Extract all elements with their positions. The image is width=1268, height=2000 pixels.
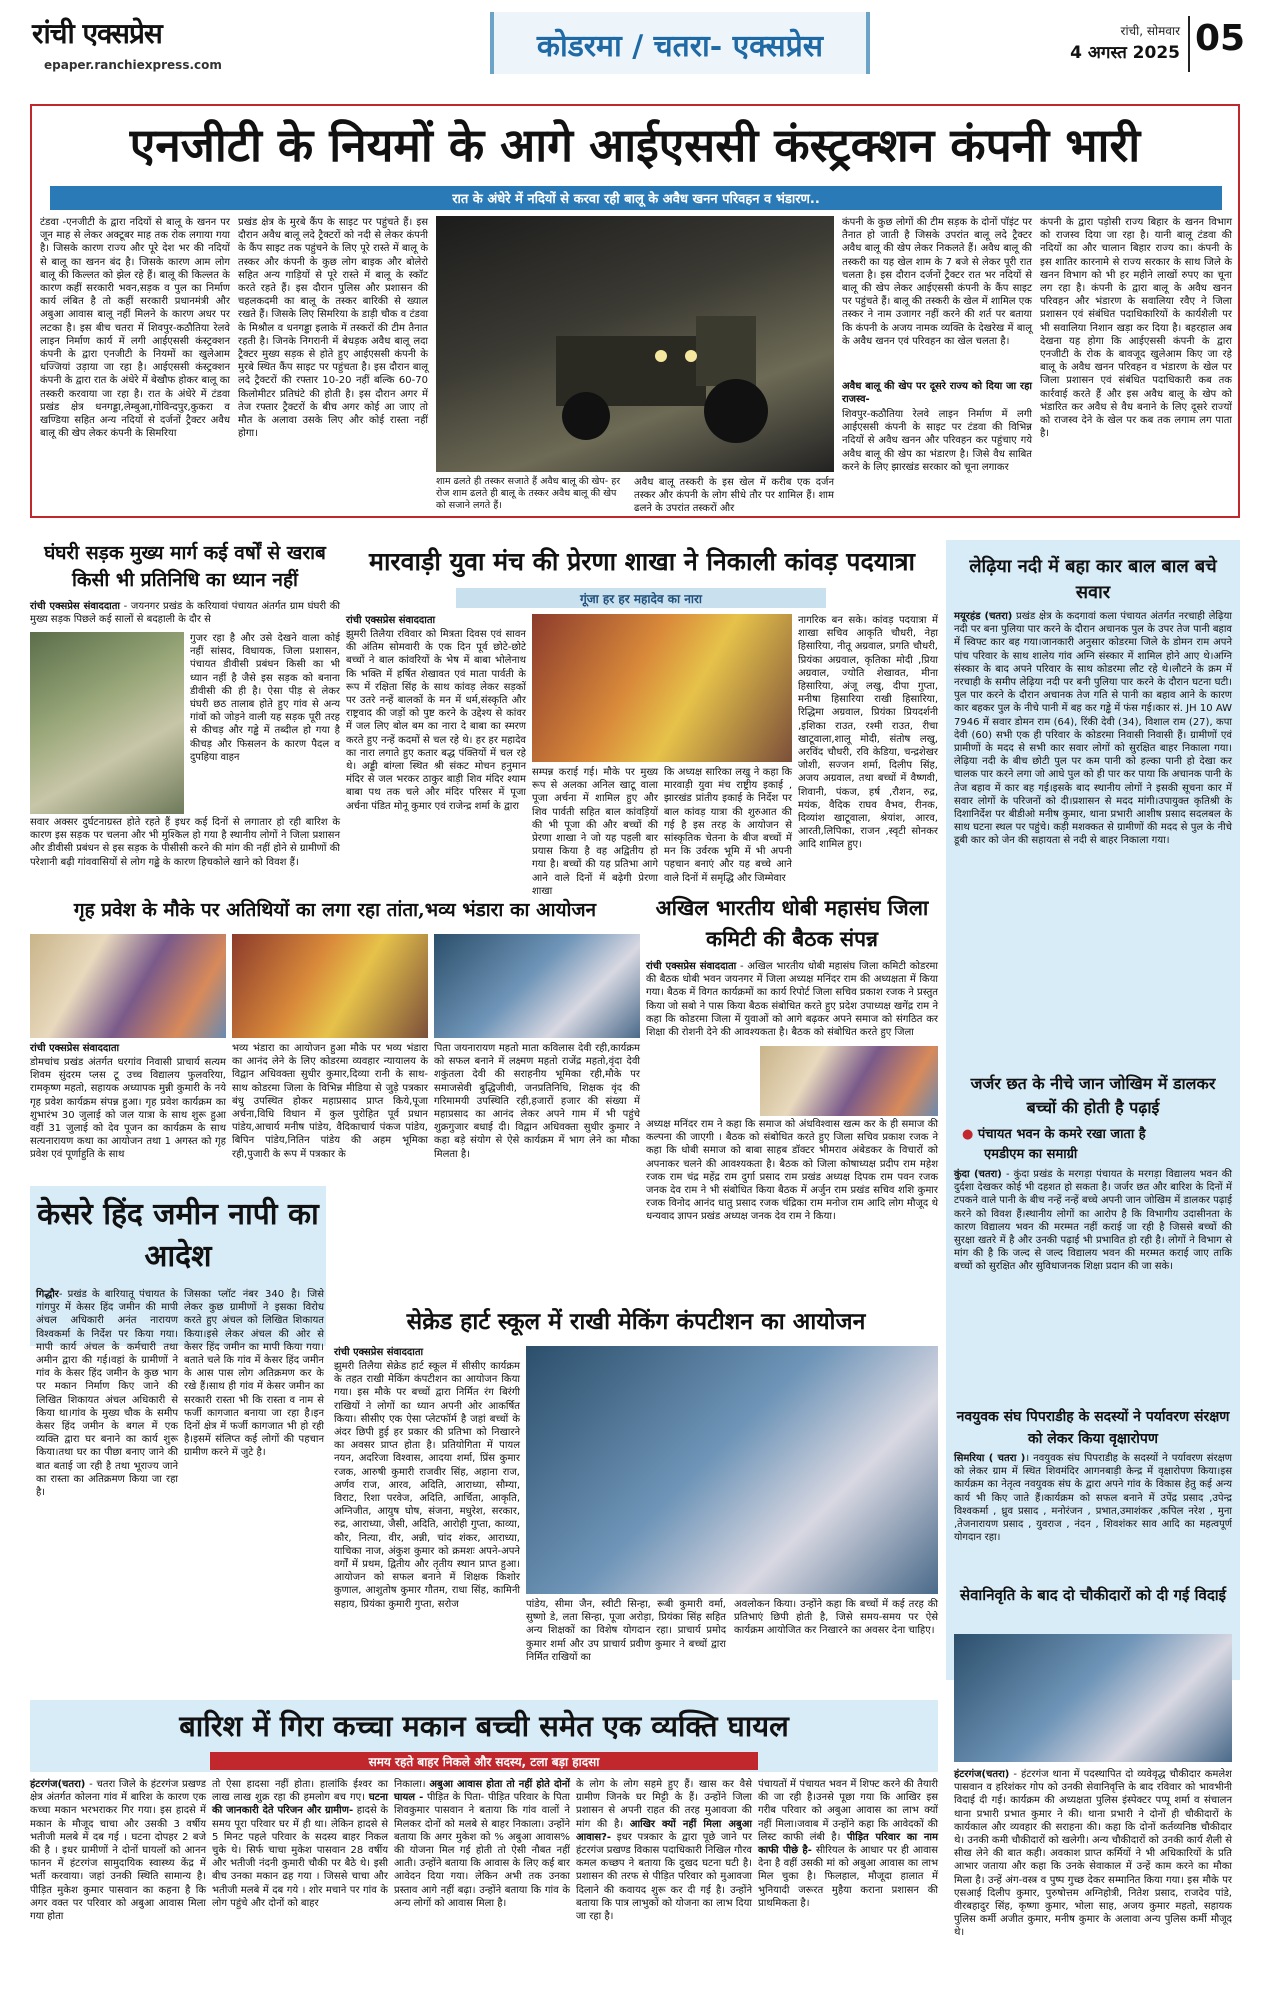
barish-col-5 bbox=[758, 1778, 938, 1990]
ledhiya-headline: लेढ़िया नदी में बहा कार बाल बाल बचे सवार bbox=[969, 556, 1217, 603]
grihapravesh-col-1: डोमचांच प्रखंड अंतर्गत धरगांव निवासी प्राचार्य सत्यम शिवम सुंदरम प्लस टू उच्च विद्यालय फुलवरिया, रामकृष्ण महतो, सहायक अध्यापक मुन्नी कुमारी के नये गृह प्रवेश कार्यक्रम संपन्न हुआ। गृह प्रवेश कार्यक्रम का शुभारंभ 30 जुलाई को जल यात्रा के साथ शुरू हुआ वहीं 31 जुलाई को देव पूजन का कार्यक्रम के साथ सत्यनारायण कथा का आयोजन तथा 1 अगस्त को गृह प्रवेश एवं पूर्णाहुति के साथ bbox=[30, 1057, 226, 1161]
dhobi-body-1: - अखिल भारतीय धोबी महासंघ जिला कमिटी कोडरमा की बैठक धोबी भवन जयनगर में जिला अध्यक्ष मनिंदर राम की अध्यक्षता में किया गया। बैठक में विगत कार्यक्रमों का कार्य रिपोर्ट जिला सचिव प्रकाश रजक ने प्रस्तुत किया जो सबो ने पास किया बैठक संबोधित करते हुए प्रदेश उपाध्यक्ष खगेंद्र राम ने कहा कि कोडरमा जिला में युवाओं को आगे बढ़कर अपने समाज को संगठित कर शिक्षा की रोशनी देने की आवश्यकता है। बैठक को संबोधित करते हुए जिला bbox=[646, 961, 938, 1039]
sevanivritti-photo bbox=[954, 1634, 1232, 1762]
kanwar-photo bbox=[532, 614, 792, 762]
ledhiya-dateline: मयूरहंड (चतरा) bbox=[954, 611, 1013, 622]
barish-body-3b: पीड़ित के पिता- पीड़ित परिवार के पिता शिवकुमार पासवान ने बताया कि गांव वालों ने मिलकर दोनों को मलबे से बाहर निकाला। उन्होंने बताया कि अगर मुकेश को % अबुआ आवास% की योजना मिल गई होती तो ऐसी नौबत नहीं आती। उन्होंने बताया कि आवास के लिए कई बार आवेदन दिया गया। लेकिन अभी तक उनका प्रस्ताव आगे नहीं बढ़ा। उन्होंने बताया कि गांव के अन्य लोगों को आवास मिला है। bbox=[394, 1792, 570, 1909]
kesar-dateline: गिद्धौर bbox=[36, 1289, 59, 1300]
grihapravesh-photo-1 bbox=[30, 934, 226, 1038]
barish-body-1: - चतरा जिले के हंटरगंज प्रखण्ड क्षेत्र अंतर्गत कोलना गांव में बारिश के कारण एक कच्चा मकान भरभराकर गिर गया। इस हादसे में मकान के मौजूद चाचा और उसकी 3 वर्षीय भतीजी मलबे में दब गई । घटना दोपहर 2 बजे की है । इधर ग्रामीणों ने दोनों घायलों को आनन फानन में हंटरगंज सामुदायिक स्वास्थ्य केंद्र में भर्ती करवाया। जहां उनकी स्थिति सामान्य है।पीड़ित मुकेश कुमार पासवान का कहना है कि अगर वक्त पर परिवार को अबुआ आवास मिला गया होता bbox=[30, 1779, 206, 1923]
barish-body-4: के लोग के लोग सहमे हुए हैं। खास कर वैसे ग्रामीण जिनके घर मिट्टी के हैं। उन्होंने जिला प्रशासन से अपनी राहत की तरह मुआवजा की मांग की है। bbox=[576, 1779, 752, 1830]
vriksha-text bbox=[954, 1452, 1232, 1578]
lead-col-1: टंडवा -एनजीटी के द्वारा नदियों से बालू के खनन पर जून माह से लेकर अक्टूबर माह तक रोक लगाया गया है। जिसके कारण राज्य और पूरे देश भर की नदियों से बालू का खनन बंद है। जिसके कारण आम लोग बालू की किल्लत को झेल रहे हैं। बालू की किल्लत के कारण कहीं सरकारी भवन,सड़क व पुल का निर्माण कार्य लंबित है तो कहीं सरकारी प्रधानमंत्री और अबुआ आवास बालू नहीं मिलने के कारण अधर पर लटका है। इस बीच चतरा में शिवपुर-कठौतिया रेलवे लाइन निर्माण कार्य में लगी आईएससी कंस्ट्रक्शन कंपनी के द्वारा एनजीटी के नियमों का खुलेआम धज्जियां उड़ाया जा रहा है। आईएससी कंस्ट्रक्शन कंपनी के द्वारा रात के अंधेरे में बेखौफ होकर बालू का तस्करी करवाया जा रहा है। रात के अंधेरे में टंडवा प्रखंड क्षेत्र धनगड्डा,लेम्बुआ,गोविन्दपुर,कुकरा व खण्डिया सहित अन्य नदियों से दर्जनों ट्रैक्टर अवैध बालू की खेप लेकर कंपनी के सिमरिया bbox=[40, 217, 230, 440]
grihapravesh-photo-2 bbox=[232, 934, 428, 1038]
kanwar-dateline: रांची एक्सप्रेस संवाददाता bbox=[346, 615, 436, 626]
barish-body-5: पंचायतों में पंचायत भवन में शिफ्ट करने की तैयारी की जा रही है।उनसे पूछा गया कि आखिर इस गरीब परिवार को अबुआ आवास का लाभ क्यों नहीं मिला।जवाब में उन्होंने कहा कि आवेदकों की लिस्ट काफी लंबी है। bbox=[758, 1779, 938, 1843]
barish-col-3-subhead: अबुआ आवास होता तो नहीं होते दोनों घायल - bbox=[394, 1779, 570, 1804]
dhobi-text-2: अध्यक्ष मनिंदर राम ने कहा कि समाज को अंधविश्वास खत्म कर के ही समाज की कल्पना की जाएगी । बैठक को संबोधित करते हुए जिला सचिव प्रकाश रजक ने कहा कि धोबी समाज को बाबा साहब डॉक्टर भीमराव अंबेडकर के विचारों को अपनाकर चलने की आवश्यकता है। बैठक को जिला कोषाध्यक्ष प्रदीप राम महेश रजक राम चंद्र महेंद्र राम दुर्गा प्रसाद राम प्रखंड अध्यक्ष दिपक राम पवन रजक जनक देव राम ने भी संबोधित किया बैठक में अर्जुन राम प्रखंड सचिव शशि कुमार रजक विनोद आनंद धातु प्रसाद रजक चंद्रिका राम मनोज राम आदि लोग मौजूद थे धन्यवाद ज्ञापन प्रखंड अध्यक्ष जनक देव राम ने किया। bbox=[646, 1119, 938, 1223]
page-number: 05 bbox=[1195, 18, 1246, 59]
barish-col-1 bbox=[30, 1778, 206, 1990]
jarjar-text bbox=[954, 1168, 1232, 1400]
vriksha-body: । नवयुवक संघ पिपराडीह के सदस्यों ने पर्यावरण संरक्षण को लेकर ग्राम में स्थित शिवमंदिर आगनबाड़ी केन्द्र में वृक्षारोपण किया।इस कार्यक्रम का नेतृत्व नवयुवक संघ के द्वारा अपने गांव के विकास हेतु कई अन्य कार्य भी किए जाते हैं।कार्यक्रम को सफल बनाने में उपेंद्र प्रसाद ,उपेन्द्र विश्वकर्मा , ध्रुव प्रसाद , मनोरंजन , प्रभात,उमाशंकर ,कपिल नरेश , मुना ,तेजनारायण प्रसाद , युवराज , नंदन , शिवशंकर साव आदि का महत्वपूर्ण योगदान रहा। bbox=[954, 1453, 1232, 1544]
section-title: कोडरमा / चतरा- एक्सप्रेस bbox=[536, 29, 824, 64]
kesar-col-1 bbox=[36, 1288, 178, 1508]
dhobi-dateline: रांची एक्सप्रेस संवाददाता bbox=[646, 961, 737, 972]
lead-col-4-subhead: अवैध बालू की खेप पर दूसरे राज्य को दिया जा रहा राजस्व- bbox=[842, 381, 1032, 406]
lead-col-5: कंपनी के द्वारा पड़ोसी राज्य बिहार के खनन विभाग को राजस्व दिया जा रहा है। यानी बालू टंडवा की नदियों का और चालान बिहार राज्य का। कंपनी के इस शातिर कारनामे से राज्य सरकार के साथ जिले के खनन विभाग को भी हर महीने लाखों रुपए का चूना लग रहा है। कंपनी के द्वारा बालू के अवैध खनन परिवहन और भंडारण के सवालिया रवैए ने जिला प्रशासन एवं संबंधित पदाधिकारियों के कार्यशैली पर भी सवालिया निशान खड़ा कर दिया है। बहरहाल अब देखना यह होगा कि आईएससी कंपनी के द्वारा एनजीटी के रोक के बावजूद खुलेआम किए जा रहे बालू के अवैध खनन परिवहन व भंडारण के खेल पर जिला प्रशासन एवं संबंधित पदाधिकारी कब तक कार्रवाई करते हैं और इस अवैध बालू के खेप को भंडारित कर अवैध से वैध बनाने के लिए दूसरे राज्यों को राजस्व देने के खेल पर कब तक लगाम लग पाता है। bbox=[1040, 217, 1232, 440]
grihapravesh-col-3: पिता जयनारायण महतो माता कविलास देवी रही,कार्यक्रम को सफल बनाने में लक्ष्मण महतो राजेंद्र महतो,वृंदा देवी शकुंतला देवी की सराहनीय भूमिका रही,मौके पर समाजसेवी बुद्धिजीवी, जनप्रतिनिधि, शिक्षक वृंद की गरिमामयी उपस्थिति रही,हजारों हजार की संख्या में महाप्रसाद का आनंद लेकर अपने गाम में भी पहुंचे शुक्रगुजार बधाई दी। विद्वान अधिवक्ता सुधीर कुमार ने कहा बड़े संयोग से ऐसे कार्यक्रम में भाग लेने का मौका मिलता है। bbox=[434, 1043, 640, 1160]
sevanivritti-body: - हंटरगंज थाना में पदस्थापित दो व्यवेवृद्ध चौकीदार कमलेश पासवान व हरिशंकर गोप को उनकी सेवानिवृत्ति के बाद रविवार को भावभीनी विदाई दी गई। कार्यक्रम की अध्यक्षता पुलिस इंस्पेक्टर पप्पू शर्मा व संचालन थाना प्रभारी प्रभात कुमार ने की। थाना प्रभारी ने दोनों ही चौकीदारों के कार्यकाल और व्यवहार की सराहना की। कहा कि दोनों कर्तव्यनिष्ठ चौकीदार थे। उनकी कमी चौकीदारों को खलेगी। अन्य चौकीदारों को उनकी कार्य शैली से सीख लेने की बात कही। अवकाश प्राप्त कर्मियों ने भी अधिकारियों के प्रति आभार जताया और कहा कि उनके सेवाकाल में उन्हें काम करने का मौका मिला है। उन्हें अंग-वस्त्र व पुष्प गुच्छ देकर सम्मानित किया गया। इस मौके पर एसआई दिलीप कुमार, पुरुषोत्तम अग्निहोत्री, नितेश प्रसाद, राजदेव पांडे, वीरबहादुर सिंह, कृष्णा कुमार, भोला साह, अजय कुमार महतो, सहायक पुलिस कर्मी अजीत कुमार, मनीष कुमार के अलावा अन्य पुलिस कर्मी मौजूद थे। bbox=[954, 1769, 1232, 1939]
barish-col-4-subhead: आखिर क्यों नहीं मिला अबुआ आवास?- bbox=[576, 1818, 752, 1843]
barish-dateline: हंटरगंज(चतरा) bbox=[30, 1779, 86, 1790]
rakhi-col-2: पांडेय, सीमा जैन, स्वीटी सिन्हा, रूबी कुमारी वर्मा, सुष्णो डे, लता सिन्हा, पूजा अरोड़ा, प्रियंका सिंह सहित अन्य शिक्षकों का विशेष योगदान रहा। प्राचार्य प्रमोद कुमार शर्मा और उप प्राचार्य प्रवीण कुमार ने बच्चों द्वारा निर्मित राखियों का bbox=[526, 1599, 726, 1663]
place-day: रांची, सोमवार bbox=[1120, 24, 1180, 38]
kanwar-col-4: नागरिक बन सके। कांवड़ पदयात्रा में शाखा सचिव आकृति चौधरी, नेहा हिसारिया, नीतू अग्रवाल, प्रगति चौधरी, प्रियंका अग्रवाल, कृतिका मोदी ,प्रिया अग्रवाल, ज्योति शेखावत, मीना हिसारिया, अंजू लखु, दीपा गुप्ता, मनीषा हिसारिया राखी हिसारिया, रिद्धिमा अग्रवाल, प्रियंका प्रियदर्शनी ,इशिका राउत, रश्मी राउत, रीचा खाटूवाला,शालू मोदी, संतोष लखु, अरविंद चौधरी, रवि केडिया, चन्द्रशेखर जोशी, सज्जन शर्मा, दिलीप सिंह, अजय अग्रवाल, तथा बच्चों में वैष्णवी, शिवानी, पंकज, हर्ष ,रौशन, रुद्र, मयंक, वैदिक राघव वैभव, रीनक, दिव्यांश खाटूवाला, श्रेयांश, आरव, आरती,लिपिका, राजन ,स्वृटी सोनकर आदि शामिल हुए। bbox=[798, 615, 938, 851]
ghanghri-dateline: रांची एक्सप्रेस संवाददाता bbox=[30, 601, 121, 612]
bullet-icon: ● bbox=[962, 1127, 978, 1142]
jarjar-bullet-1-text: पंचायत भवन के कमरे रखा जाता है bbox=[977, 1127, 1146, 1142]
sevanivritti-headline: सेवानिवृति के बाद दो चौकीदारों को दी गई विदाई bbox=[959, 1586, 1227, 1604]
sevanivritti-text bbox=[954, 1768, 1232, 1988]
barish-col-5-subhead: पीड़ित परिवार का नाम काफी पीछे है- bbox=[758, 1831, 938, 1857]
kanwar-subhead: गूंजा हर हर महादेव का नारा bbox=[579, 592, 703, 606]
kesar-headline: केसरे हिंद जमीन नापी का आदेश bbox=[37, 1197, 319, 1274]
barish-col-2 bbox=[212, 1778, 388, 1990]
kanwar-col-1: झुमरी तिलैया रविवार को मित्रता दिवस एवं सावन की अंतिम सोमवारी के एक दिन पूर्व छोटे-छोटे बच्चों ने बाल कांवरियों के भेष में बाबा भोलेनाथ कि भक्ति में हर्षित शेखावत एवं माता पार्वती के रूप में रक्षिता सिंह के साथ कांवड़ लेकर सड़कों पर उतरे नन्हें बालकों के मन में धर्म,संस्कृति और राष्ट्रवाद की जड़ों को पुष्ट करने के उद्देश्य से कांवर में जल लिए बोल बम का नारा दे बाबा का स्मरण करते हुए नन्हें कदमों से चल रहे थे। हर हर महादेव का नारा लगाते हुए कतार बद्ध पंक्तियों में चल रहे थे। अड्डी बांग्ला स्थित श्री संकट मोचन हनुमान मंदिर से जल भरकर ठाकुर बाड़ी शिव मंदिर श्याम बाबा पथ तक चले और मंदिर परिसर में पूजा अर्चना पंडित मोनू कुमार एवं राजेन्द्र शर्मा के द्वारा bbox=[346, 629, 526, 812]
barish-body-2b: हादसे के समय पूरा परिवार घर में ही था। लेकिन हादसे से 5 मिनट पहले परिवार के सदस्य बाहर निकल चुके थे। सिर्फ चाचा मुकेश पासवान 28 वर्षीय और भतीजी नंदनी कुमारी चौकी पर बैठे थे। इसी बीच उनका मकान ढह गया । जिससे चाचा और भतीजी मलबे में दब गये । शोर मचाने पर गांव के लोग पहुंचे और दोनों को बाहर bbox=[212, 1805, 388, 1909]
jarjar-body: - कुंदा प्रखंड के मरगड़ा पंचायत के मरगड़ा विद्यालय भवन की दुर्दशा देखकर कोई भी दहशत हो सकता है। जर्जर छत और बारिश के दिनों में टपकने वाले पानी के बीच नन्हें नन्हें बच्चे अपनी जान जोखिम में डालकर पढ़ाई करने को विवश हैं।स्थानीय लोगों का आरोप है कि विभागीय उदासीनता के कारण विद्यालय भवन की मरम्मत नहीं कराई जा रही है जिससे बच्चों की सुरक्षा खतरे में है और उनकी पढ़ाई भी प्रभावित हो रही है। लोगों ने विभाग से मांग की है कि जल्द से जल्द विद्यालय भवन की मरम्मत कराई जाए ताकि बच्चों को सुरक्षित और सुविधाजनक शिक्षा प्रदान की जा सके। bbox=[954, 1169, 1232, 1273]
rakhi-dateline: रांची एक्सप्रेस संवाददाता bbox=[334, 1347, 424, 1358]
tractor-icon bbox=[436, 216, 834, 472]
ghanghri-headline: घंघरी सड़क मुख्य मार्ग कई वर्षों से खराब किसी भी प्रतिनिधि का ध्यान नहीं bbox=[44, 542, 326, 591]
kesar-body: - प्रखंड के बारियातू पंचायत के गांगपुर में केसर हिंद जमीन की मापी अंचल अधिकारी अनंत नारायण विश्वकर्मा के निर्देश पर किया गया। मापी कार्य अंचल के कर्मचारी तथा अमीन द्वारा की गई।वहां के ग्रामीणों ने गांव के केसर हिंद जमीन के कुछ भाग पर मकान निर्माण किए जाने की लिखित शिकायत अंचल अधिकारी से किया था।गांव के मुख्य चौक के समीप केसर हिंद जमीन के बगल में एक व्यक्ति द्वारा घर बनाने का कार्य शुरू किया।तथा घर का पीछा बनाए जाने की बात बताई जा रही है तथा भूराज्य जाने का रास्ता का अतिक्रमण किया जा रहा है। bbox=[36, 1289, 178, 1499]
ledhiya-body: प्रखंड क्षेत्र के कदगावां कला पंचायत अंतर्गत नरचाही लेढ़िया नदी पर बना पुलिया पार करने के दौरान अचानक पुल के उपर तेज पानी बहाव में स्विफ्ट कार बह गया।जानकारी अनुसार कोडरमा जिले के डोमन राम अपने पांच परिवार के साथ शालेय गांव अग्नि संस्कार में शामिल होने आए थे।अग्नि संस्कार के बाद अपने परिवार के साथ कोडरमा लौट रहे थे।लौटने के क्रम में नरचाही के समीप लेढ़िया नदी पर बनी पुलिया पार करने के दौरान घटना घटी।पुल पार करने के दौरान अचानक तेज गति से पानी का बहाव आने के कारण कार बहकर पुल के नीचे पानी में बह कर गड्ढे में फंस गई।कार सं. JH 10 AW 7946 में सवार डोमन राम (64), रिंकी देवी (34), विशाल राम (27), कपा देवी (60) सभी एक ही परिवार के कोडरमा निवासी निवासी हैं। ग्रामीणों एवं प्रामीणों के मदद से सभी कार सवार लोगों को सुरक्षित बाहर निकाला गया।लेढ़िया नदी के बीच छोटी पुल पर कम पानी को हल्का पानी हो देखा कर चालक पार करने लगा जो आधे पुल को ही पार कर पाया कि अचानक पानी के तेज बहाव में कार बह गई।इसके बाद स्थानीय लोगों ने इसकी सूचना कार में सवार लोगों के परिजनों को दी।प्रशासन से मदद मांगी।उपायुक्त कृतिश्री के दिशानिर्देश पर बीडीओ मनीष कुमार, थाना प्रभारी आशीष प्रसाद सदलबल के साथ घटना स्थल पर पहुंचे। कड़ी मशक्कत से ग्रामीणों की मदद से पुल के नीचे डूबी कार को जेन की सहायता से नदी से बाहर निकाला गया। bbox=[954, 611, 1232, 847]
sevanivritti-dateline: हंटरगंज(चतरा) bbox=[954, 1769, 1010, 1780]
barish-subhead: समय रहते बाहर निकले और सदस्य, टला बड़ा हादसा bbox=[368, 1755, 600, 1769]
ghanghri-text-3: सवार अक्सर दुर्घटनाग्रस्त होते रहते हैं इधर कई दिनों से लगातार हो रही बारिश के कारण इस सड़क पर चलना और भी मुश्किल हो गया है स्थानीय लोगों ने जिला प्रशासन और डीवीसी प्रबंधन से इस सड़क के पीसीसी करने की मांग की नहीं होने से ग्रामीणों की परेशानी बढ़ी गांववासियों से लोग गढ्ढे के कारण हिचकोले खाने को विवश हैं। bbox=[30, 817, 340, 868]
barish-body-3: निकाला। bbox=[394, 1779, 426, 1790]
ghanghri-text-1 bbox=[30, 600, 340, 630]
issue-date: 4 अगस्त 2025 bbox=[1070, 43, 1180, 63]
dhobi-headline: अखिल भारतीय धोबी महासंघ जिला कमिटी की बैठक संपन्न bbox=[655, 895, 929, 951]
rakhi-photo bbox=[526, 1346, 938, 1594]
ledhiya-text bbox=[954, 610, 1232, 1066]
barish-col-2-subhead: घटना की जानकारी देते परिजन और ग्रामीण- bbox=[212, 1792, 388, 1817]
jarjar-bullet-2: एमडीएम का समाग्री bbox=[984, 1147, 1078, 1162]
lead-photo bbox=[436, 216, 834, 472]
barish-col-4 bbox=[576, 1778, 752, 1990]
dhobi-text-1 bbox=[646, 960, 938, 1044]
lead-col-2: प्रखंड क्षेत्र के मुरबे कैंप के साइट पर पहुंचते हैं। इस दौरान अवैध बालू लदे ट्रैक्टरों को नदी से लेकर कंपनी के कैंप साइट तक पहुंचने के लिए पूरे रास्ते में बालू के तस्कर और कंपनी के कुछ लोग बाइक और बोलेरो सहित अन्य गाड़ियों से पूरे रास्ते में बालू के स्कॉट करते रहते हैं। इस दौरान पुलिस और प्रशासन की चहलकदमी का बालू के तस्कर बारिकी से ख्याल रखते हैं। जिसके लिए सिमरिया के डाड़ी चौक व टंडवा के मिश्रौल व धनगड्डा इलाके में तस्करों की टीम तैनात रहती है। जिनके निगरानी में बेधड़क अवैध बालू लदा ट्रैक्टर मुख्य सड़क से होते हुए आईएससी कंपनी के मुरबे स्थित कैंप साइट पर पहुंचता है। इस दौरान बालू लदे ट्रैक्टरों की रफ्तार 10-20 नहीं बल्कि 60-70 किलोमीटर प्रतिघंटे की होती है। इस दौरान अगर में तेज रफ्तार ट्रैक्टरों के बीच अगर कोई आ जाए तो मौत के अलावा उसके लिए और कोई रास्ता नहीं होगा। bbox=[238, 217, 428, 440]
kanwar-col-3: कि अध्यक्ष सारिका लखु ने कहा कि मारवाड़ी युवा मंच राष्ट्रीय इकाई , झारखंड प्रांतीय इकाई के निर्देश पर बाल कांवड़ यात्रा की शुरुआत की गई है इस तरह के आयोजन से सांस्कृतिक चेतना के बीज बच्चों में मन कि उर्वरक भूमि में भी अपनी पहचान बनाएं और यह बच्चे आने वाले दिनों में समृद्धि और जिम्मेवार bbox=[664, 767, 792, 884]
rakhi-headline: सेक्रेड हार्ट स्कूल में राखी मेकिंग कंपटीशन का आयोजन bbox=[406, 1308, 866, 1335]
vriksha-dateline: सिमरिया ( चतरा ) bbox=[954, 1453, 1026, 1464]
ghanghri-text-2: गुजर रहा है और उसे देखने वाला कोई नहीं सांसद, विधायक, जिला प्रशासन, पंचायत डीवीसी प्रबंधन किसी का भी ध्यान नहीं है जैसे इस सड़क को बनाना डीवीसी की ही है। ऐसा पीड़ से लेकर घंघरी छठ तालाब होते हुए गांव से अन्य गांवों को जोड़ने वाली यह सड़क पूरी तरह से कीचड़ और गड्ढे में तब्दील हो गया है कीचड़ और फिसलन के कारण पैदल व दुपहिया वाहन bbox=[190, 633, 340, 763]
jarjar-bullet-1 bbox=[962, 1124, 1232, 1142]
kanwar-col-2: सम्पन्न कराई गई। मौके पर मुख्य रूप से अलका अनिल खाटू वाला पूजा अर्चना में शामिल हुए और शिव पार्वती सहित बाल कांवड़ियों की भी पूजा की और बच्चों की प्रेरणा शाखा ने जो यह पहली बार प्रयास किया है वह अद्वितीय हो गया है। बच्चों की यह प्रतिभा आगे आने वाले दिनों में बढ़ेगी प्रेरणा शाखा bbox=[532, 767, 658, 897]
masthead bbox=[0, 0, 1268, 95]
ghanghri-text-1-body: - जयनगर प्रखंड के करियावां पंचायत अंतर्गत ग्राम घंघरी की मुख्य सड़क पिछले कई सालों से बदहाली के दौर से bbox=[30, 601, 341, 626]
barish-headline: बारिश में गिरा कच्चा मकान बच्ची समेत एक व्यक्ति घायल bbox=[179, 1709, 789, 1743]
lead-col-3b: अवैध बालू तस्करी के इस खेल में करीब एक दर्जन तस्कर और कंपनी के लोग सीधे तौर पर शामिल हैं। शाम ढलने के उपरांत तस्करों और bbox=[634, 477, 834, 515]
epaper-url[interactable]: epaper.ranchiexpress.com bbox=[44, 58, 222, 72]
ghanghri-photo bbox=[30, 632, 184, 814]
kanwar-headline: मारवाड़ी युवा मंच की प्रेरणा शाखा ने निकाली कांवड़ पदयात्रा bbox=[369, 547, 915, 576]
barish-col-3 bbox=[394, 1778, 570, 1990]
logo: रांची एक्सप्रेस bbox=[32, 17, 162, 50]
rakhi-col-1: झुमरी तिलैया सेक्रेड हार्ट स्कूल में सीसीए कार्यक्रम के तहत राखी मेकिंग कंपटीशन का आयोजन किया गया। इस मौके पर बच्चों द्वारा निर्मित रंग बिरंगी राखियों ने लोगों का ध्यान अपनी ओर आकर्षित किया। सीसीए एक ऐसा प्लेटफॉर्म है जहां बच्चों के अंदर छिपी हुई हर प्रकार की प्रतिभा को निखारने का अवसर प्राप्त होता है। प्रतियोगिता में पायल नयन, अदरिजा विश्वास, आदया शर्मा, प्रिंस कुमार रजक, आरुषी कुमारी राजवीर सिंह, अहाना राज, अर्णव राज, आरव, अदिति, आराध्या, सौम्या, विराट, रिशा परवेज, अदिति, आर्चिता, आकृति, अग्निजीत, आयुष घोष, संजना, मधुरेश, सरकार, रुद्र, आराध्या, जैसी, अदिति, आरोही गुप्ता, काव्या, कौर, नित्या, वीर, अन्नी, चांद शंकर, आराध्या, याचिका नाज, अंकुश कुमार को क्रमशः अपने-अपने वर्गों में प्रथम, द्वितीय और तृतीय स्थान प्राप्त हुआ। आयोजन को सफल बनाने में शिक्षक किशोर कुणाल, आशुतोष कुमार गौतम, राधा सिंह, कामिनी सहाय, प्रियंका कुमारी गुप्ता, सरोज bbox=[334, 1361, 520, 1610]
grihapravesh-photo-3 bbox=[434, 934, 640, 1038]
rakhi-col-3: अवलोकन किया। उन्होंने कहा कि बच्चों में कई तरह की प्रतिभाएं छिपी होती है, जिसे समय-समय पर ऐसे कार्यक्रम आयोजित कर निखारने का अवसर देना चाहिए। bbox=[734, 1599, 938, 1637]
lead-col-4b: शिवपुर-कठौतिया रेलवे लाइन निर्माण में लगी आईएससी कंपनी के साइट पर टंडवा की विभिन्न नदियों से अवैध खनन और परिवहन कर पहुंचाए गये अवैध बालू की खेप का भंडारण है। जिसे वैध साबित करने के लिए झारखंड सरकार को चूना लगाकर bbox=[842, 409, 1032, 473]
grihapravesh-headline: गृह प्रवेश के मौके पर अतिथियों का लगा रहा तांता,भव्य भंडारा का आयोजन bbox=[73, 899, 597, 921]
vriksha-headline: नवयुवक संघ पिपराडीह के सदस्यों ने पर्यावरण संरक्षण को लेकर किया वृक्षारोपण bbox=[956, 1409, 1230, 1447]
dhobi-photo bbox=[760, 1046, 938, 1116]
jarjar-dateline: कुंदा (चतरा) bbox=[954, 1169, 1002, 1180]
grihapravesh-dateline: रांची एक्सप्रेस संवाददाता bbox=[30, 1043, 120, 1054]
masthead-divider bbox=[1188, 16, 1190, 72]
barish-body-2: तो ऐसा हादसा नहीं होता। हालांकि ईश्वर का लाख लाख शुक्र रहा की हमलोग बच गए। bbox=[212, 1779, 388, 1804]
kesar-col-2: जिसका प्लॉट नंबर 340 है। जिसे लेकर कुछ ग्रामीणों ने इसका विरोध करते हुए अंचल को लिखित शिकायत किया।इसे लेकर अंचल की ओर से केसर हिंद जमीन का मापी किया गया।बताते चले कि गांव में केसर हिंद जमीन के आस पास लोग अतिक्रमण कर के रखे हैं।साथ ही गांव में केसर जमीन का सरकारी रास्ता भी कि रास्ता व नाम से फर्जी कागजात बनाया जा रहा है।इन दिनों क्षेत्र में फर्जी कागजात भी हो रही है।इसमें संलिप्त कई लोगों की पहचान ग्रामीण करने में जुटे है। bbox=[184, 1289, 324, 1459]
lead-headline: एनजीटी के नियमों के आगे आईएससी कंस्ट्रक्शन कंपनी भारी bbox=[129, 118, 1141, 172]
jarjar-headline: जर्जर छत के नीचे जान जोखिम में डालकर बच्चों की होती है पढ़ाई bbox=[970, 1074, 1216, 1117]
grihapravesh-col-2: भव्य भंडारा का आयोजन हुआ मौके पर भव्य भंडारा का आनंद लेने के लिए कोडरमा व्यवहार न्यायालय के विद्वान अधिवक्ता सुधीर कुमार,दिव्या रानी के साथ-साथ कोडरमा जिला के विभिन्न मीडिया से जुड़े पत्रकार बंधु उपस्थित होकर महाप्रसाद प्राप्त किये,पूजा अर्चना,विधि विधान में कुल पुरोहित पूर्व प्रधान पांडेय,आचार्य मनीष पांडेय, वैदिकाचार्य पंकज पांडेय, बिपिन पांडेय,नितिन पांडेय की अहम भूमिका रही,पुजारी के रूप में पत्रकार के bbox=[232, 1043, 428, 1160]
lead-subhead: रात के अंधेरे में नदियों से करवा रही बालू के अवैध खनन परिवहन व भंडारण.. bbox=[452, 192, 820, 207]
lead-col-4: कंपनी के कुछ लोगों की टीम सड़क के दोनों पॉइंट पर तैनात हो जाती है जिसके उपरांत बालू लदे ट्रैक्टर अवैध बालू की खेप लेकर निकलते हैं। अवैध बालू की तस्करी का यह खेल शाम के 7 बजे से लेकर पूरी रात चलता है। इस दौरान दर्जनों ट्रैक्टर रात भर नदियों से बालू की खेप लेकर आईएससी कंपनी के कैंप साइट पर पहुंचते हैं। बालू की तस्करी के खेल में शामिल एक तस्कर ने नाम उजागर नहीं करने की शर्त पर बताया कि कंपनी के अजय नामक व्यक्ति के देखरेख में बालू के अवैध खनन एवं परिवहन का खेल चलता है। bbox=[842, 217, 1032, 347]
barish-body-5b: सीरियल के आधार पर ही आवास देना है वहीं उसकी मां को अबुआ आवास का लाभ मिल चुका है। फिलहाल, मौजूदा हालात में भुनियादी जरूरत मुहैया कराना प्रशासन की प्राथमिकता है। bbox=[758, 1845, 938, 1909]
barish-body-4b: इधर पत्रकार के द्वारा पूछे जाने पर हंटरगंज प्रखण्ड विकास पदाधिकारी निखिल गौरव कमल कच्छप ने बताया कि दुखद घटना घटी है।प्रशासन की तरफ से पीड़ित परिवार को मुआवजा दिलाने की कवायद शुरू कर दी गई है। उन्होंने बताया कि पात्र लाभुकों को योजना का लाभ दिया जा रहा है। bbox=[576, 1831, 752, 1923]
lead-photo-caption: शाम ढलते ही तस्कर सजाते हैं अवैध बालू की खेप- हर रोज शाम ढलते ही बालू के तस्कर अवैध बालू की खेप को सजाने लगते हैं। bbox=[436, 476, 621, 511]
